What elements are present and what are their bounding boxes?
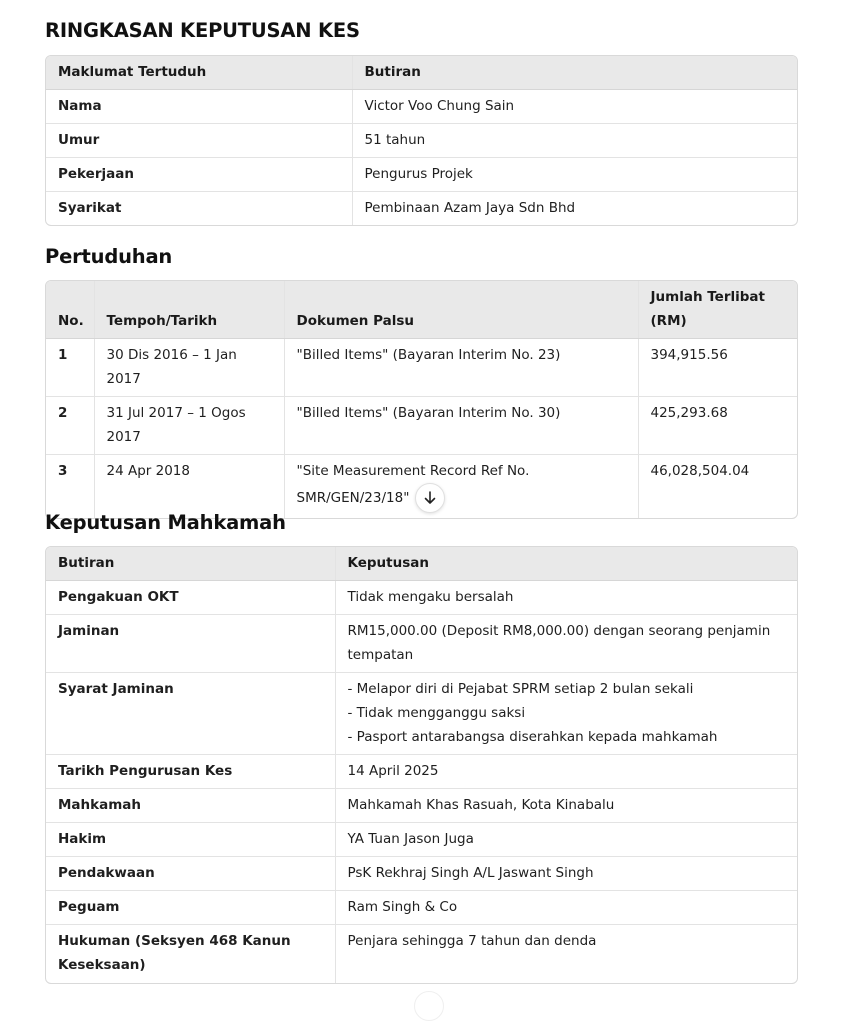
table-cell: 51 tahun xyxy=(352,124,797,158)
scroll-indicator xyxy=(414,991,444,1021)
table-row xyxy=(46,925,797,983)
table-cell: 425,293.68 xyxy=(638,397,797,455)
table-row xyxy=(46,891,797,925)
table-cell: "Billed Items" (Bayaran Interim No. 23) xyxy=(284,339,638,397)
table-cell: Ram Singh & Co xyxy=(335,891,797,925)
table-cell: 30 Dis 2016 – 1 Jan 2017 xyxy=(94,339,284,397)
table-cell: Tarikh Pengurusan Kes xyxy=(46,755,335,789)
accused-info-table xyxy=(45,55,798,226)
table-cell: "Billed Items" (Bayaran Interim No. 30) xyxy=(284,397,638,455)
table-cell: Mahkamah xyxy=(46,789,335,823)
table-row xyxy=(46,90,797,124)
table-row xyxy=(46,339,797,397)
court-decision-table xyxy=(45,546,798,984)
table-cell xyxy=(284,455,638,519)
table-cell xyxy=(335,673,797,755)
table-cell: Pembinaan Azam Jaya Sdn Bhd xyxy=(352,192,797,226)
bail-condition-item: - Tidak mengganggu saksi xyxy=(347,705,526,721)
table-cell: 2 xyxy=(46,397,94,455)
charges-table xyxy=(45,280,798,519)
bail-condition-item: - Pasport antarabangsa diserahkan kepada mahkamah xyxy=(347,729,718,745)
table-cell: Peguam xyxy=(46,891,335,925)
table-cell: Pendakwaan xyxy=(46,857,335,891)
table-cell: Pengurus Projek xyxy=(352,158,797,192)
table-row xyxy=(46,755,797,789)
table-cell: PsK Rekhraj Singh A/L Jaswant Singh xyxy=(335,857,797,891)
table-cell: 24 Apr 2018 xyxy=(94,455,284,519)
scroll-down-button[interactable] xyxy=(415,483,445,513)
column-header: Jumlah Terlibat (RM) xyxy=(638,281,797,339)
table-cell: Syarat Jaminan xyxy=(46,673,335,755)
table-row xyxy=(46,455,797,519)
page-title: RINGKASAN KEPUTUSAN KES xyxy=(45,19,360,42)
column-header: Tempoh/Tarikh xyxy=(94,281,284,339)
arrow-down-icon xyxy=(424,491,436,505)
table-cell: 46,028,504.04 xyxy=(638,455,797,519)
table-row xyxy=(46,124,797,158)
table-row xyxy=(46,673,797,755)
table-cell: YA Tuan Jason Juga xyxy=(335,823,797,857)
table-cell: RM15,000.00 (Deposit RM8,000.00) dengan seorang penjamin tempatan xyxy=(335,615,797,673)
column-header: Butiran xyxy=(352,56,797,90)
column-header: Maklumat Tertuduh xyxy=(46,56,352,90)
court-decision-heading: Keputusan Mahkamah xyxy=(45,511,286,534)
table-cell: Hakim xyxy=(46,823,335,857)
table-cell: Tidak mengaku bersalah xyxy=(335,581,797,615)
table-row xyxy=(46,823,797,857)
table-row xyxy=(46,192,797,226)
table-cell: Penjara sehingga 7 tahun dan denda xyxy=(335,925,797,983)
column-header: Butiran xyxy=(46,547,335,581)
table-row xyxy=(46,615,797,673)
table-cell: Pekerjaan xyxy=(46,158,352,192)
column-header: Keputusan xyxy=(335,547,797,581)
table-cell: Syarikat xyxy=(58,200,122,216)
column-header: No. xyxy=(46,281,94,339)
table-cell: 1 xyxy=(46,339,94,397)
table-row xyxy=(46,581,797,615)
table-cell: 14 April 2025 xyxy=(335,755,797,789)
table-cell: Umur xyxy=(46,124,352,158)
table-cell: 31 Jul 2017 – 1 Ogos 2017 xyxy=(94,397,284,455)
table-cell: Pengakuan OKT xyxy=(46,581,335,615)
table-cell: 394,915.56 xyxy=(638,339,797,397)
table-cell: Victor Voo Chung Sain xyxy=(352,90,797,124)
table-row xyxy=(46,789,797,823)
table-row xyxy=(46,857,797,891)
table-row xyxy=(46,158,797,192)
table-cell-text: "Site Measurement Record Ref No. SMR/GEN/23/18" xyxy=(296,463,530,506)
table-row xyxy=(46,397,797,455)
table-cell: Mahkamah Khas Rasuah, Kota Kinabalu xyxy=(335,789,797,823)
charges-heading: Pertuduhan xyxy=(45,245,173,268)
table-cell: Hukuman (Seksyen 468 Kanun Keseksaan) xyxy=(58,933,291,973)
table-cell: Jaminan xyxy=(46,615,335,673)
table-cell: Nama xyxy=(46,90,352,124)
table-cell: 3 xyxy=(58,463,68,479)
column-header: Dokumen Palsu xyxy=(284,281,638,339)
bail-condition-item: - Melapor diri di Pejabat SPRM setiap 2 bulan sekali xyxy=(347,681,694,697)
